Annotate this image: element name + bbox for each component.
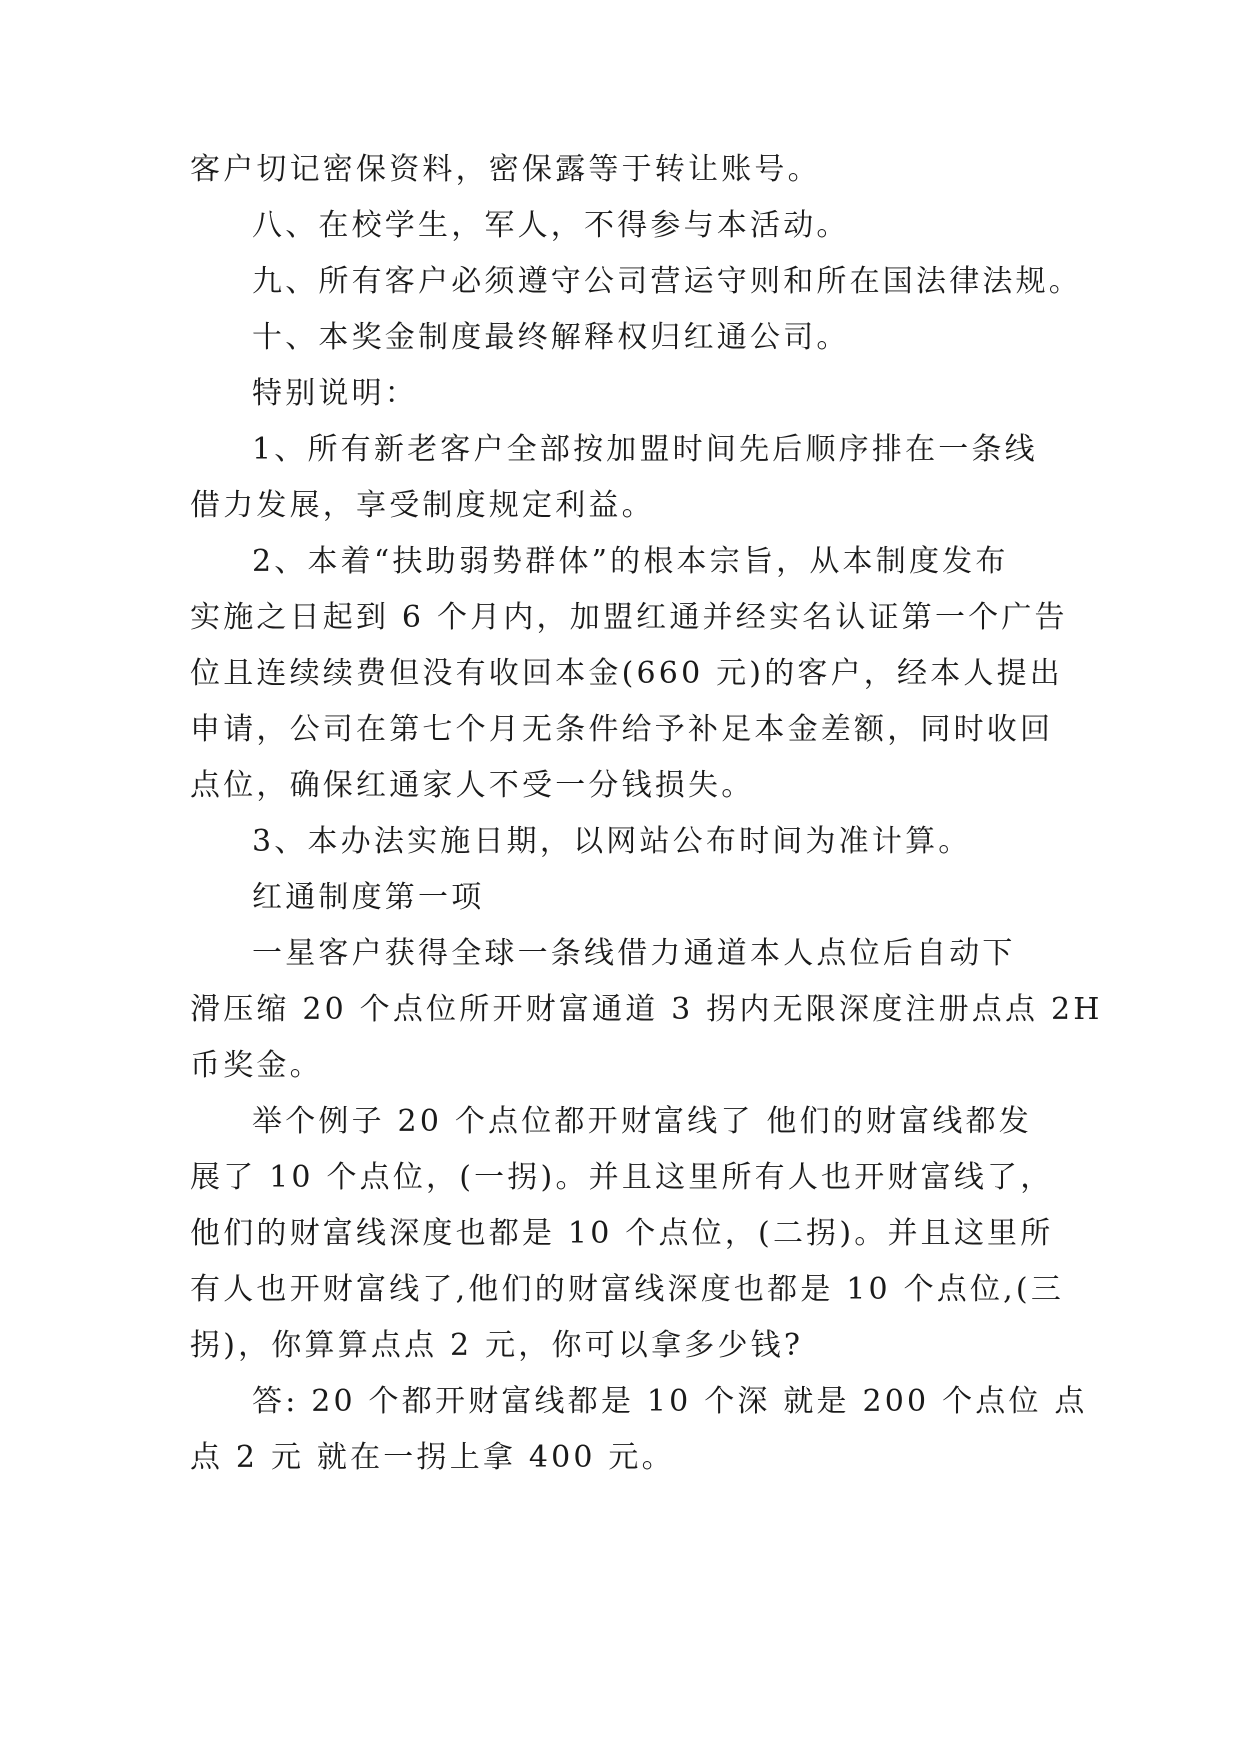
text-line: 借力发展，享受制度规定利益。 — [190, 488, 655, 523]
text-line: 有人也开财富线了,他们的财富线深度也都是 10 个点位,(三 — [190, 1272, 1065, 1307]
text-line: 滑压缩 20 个点位所开财富通道 3 拐内无限深度注册点点 2H — [190, 992, 1103, 1027]
text-line: 币奖金。 — [190, 1048, 323, 1083]
text-line: 十、本奖金制度最终解释权归红通公司。 — [252, 320, 850, 355]
text-line: 一星客户获得全球一条线借力通道本人点位后自动下 — [252, 936, 1016, 971]
text-line: 他们的财富线深度也都是 10 个点位，(二拐)。并且这里所 — [190, 1216, 1054, 1251]
text-line: 2、本着“扶助弱势群体”的根本宗旨，从本制度发布 — [252, 544, 1009, 579]
text-line: 展了 10 个点位，(一拐)。并且这里所有人也开财富线了， — [190, 1160, 1054, 1195]
text-line: 1、所有新老客户全部按加盟时间先后顺序排在一条线 — [252, 432, 1038, 467]
text-line: 位且连续续费但没有收回本金(660 元)的客户，经本人提出 — [190, 656, 1064, 691]
text-line: 九、所有客户必须遵守公司营运守则和所在国法律法规。 — [252, 264, 1082, 299]
text-line: 点位，确保红通家人不受一分钱损失。 — [190, 768, 755, 803]
text-line: 3、本办法实施日期，以网站公布时间为准计算。 — [252, 824, 972, 859]
text-line: 点 2 元 就在一拐上拿 400 元。 — [190, 1440, 675, 1475]
text-line: 举个例子 20 个点位都开财富线了 他们的财富线都发 — [252, 1104, 1032, 1139]
text-line: 八、在校学生，军人，不得参与本活动。 — [252, 208, 850, 243]
text-line: 客户切记密保资料，密保露等于转让账号。 — [190, 152, 821, 187]
text-line: 答: 20 个都开财富线都是 10 个深 就是 200 个点位 点 — [252, 1384, 1088, 1419]
text-line: 实施之日起到 6 个月内，加盟红通并经实名认证第一个广告 — [190, 600, 1068, 635]
section-heading: 特别说明： — [252, 376, 418, 411]
text-line: 拐)，你算算点点 2 元，你可以拿多少钱? — [190, 1328, 804, 1363]
text-line: 申请，公司在第七个月无条件给予补足本金差额，同时收回 — [190, 712, 1054, 747]
section-heading: 红通制度第一项 — [252, 880, 485, 915]
